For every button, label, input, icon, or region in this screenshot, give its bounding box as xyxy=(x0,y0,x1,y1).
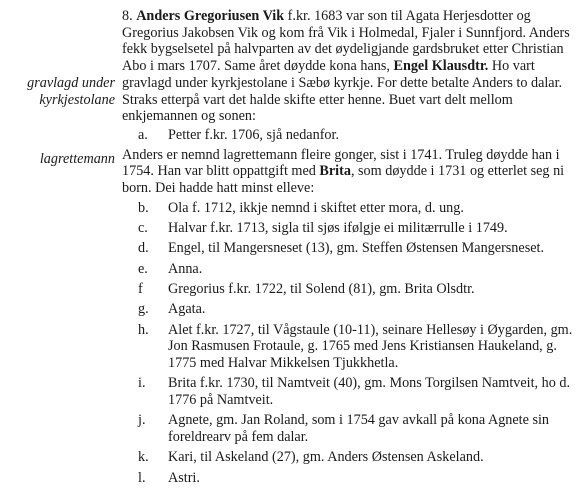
child-text: Petter f.kr. 1706, sjå nedanfor. xyxy=(168,126,339,143)
child-item-a xyxy=(122,127,580,144)
child-item-k xyxy=(122,449,580,466)
child-text: Anna. xyxy=(168,260,203,277)
child-item-l xyxy=(122,470,580,487)
margin-note-juror xyxy=(0,151,115,168)
entry-paragraph-1-text-a: f.kr. 1683 var son til Agata Herjesdotter og Gregorius Jakobsen Vik og kom frå Vik i Holmedal, Fjaler i Sunnfjord. Anders fekk bygselsetel på halvparten av det øydeligjande gardsbruket etter Christian Abo i mars 1707. Same året døydde kona hans, xyxy=(122,8,570,75)
child-letter: b. xyxy=(138,199,149,216)
child-letter: a. xyxy=(138,126,148,143)
child-text: Kari, til Askeland (27), gm. Anders Østensen Askeland. xyxy=(168,449,484,466)
child-item-e xyxy=(122,261,580,278)
entry-number: 8. xyxy=(122,8,133,24)
child-item-b xyxy=(122,200,580,217)
child-letter: g. xyxy=(138,301,149,318)
child-text: Gregorius f.kr. 1722, til Solend (81), gm. Brita Olsdtr. xyxy=(168,280,475,297)
child-text: Ola f. 1712, ikkje nemnd i skiftet etter mora, d. ung. xyxy=(168,199,464,216)
entry-paragraph-2 xyxy=(122,147,580,197)
entry-paragraph-2-text-b: , som døydde i 1731 og etterlet seg ni born. Dei hadde hatt minst elleve: xyxy=(122,163,565,197)
child-text: Engel, til Mangersneset (13), gm. Steffen Østensen Mangersneset. xyxy=(168,240,545,257)
entry-body xyxy=(122,8,580,490)
entry-paragraph-1 xyxy=(122,8,580,125)
margin-note-burial-line1: gravlagd under xyxy=(27,75,115,91)
child-letter: f xyxy=(138,280,143,297)
child-item-f xyxy=(122,281,580,298)
child-item-g xyxy=(122,301,580,318)
child-letter: c. xyxy=(138,220,148,237)
child-letter: l. xyxy=(138,469,146,486)
child-item-d xyxy=(122,240,580,257)
child-text: Halvar f.kr. 1713, sigla til sjøs ifølgje ei militærrulle i 1749. xyxy=(168,220,508,237)
children-list xyxy=(122,200,580,486)
child-letter: i. xyxy=(138,375,146,392)
child-text: Alet f.kr. 1727, til Vågstaule (10-11), seinare Hellesøy i Øygarden, gm. Jon Rasmusen Frotaule, g. 1765 med Jens Kristiansen Haukeland, g. 1775 med Halvar Mikkelsen Tjukkhetla. xyxy=(168,321,573,371)
entry-paragraph-1-text-b: Ho vart gravlagd under kyrkjestolane i Sæbø kyrkje. For dette betalte Anders to dalar. Straks etterpå vart det halde skifte etter henne. Buet vart delt mellom enkjemannen og sonen: xyxy=(122,58,563,125)
margin-note-juror-text: lagrettemann xyxy=(39,151,115,167)
child-item-h xyxy=(122,322,580,372)
entry-person-name: Anders Gregoriusen Vik xyxy=(136,8,285,24)
child-text: Brita f.kr. 1730, til Namtveit (40), gm. Mons Torgilsen Namtveit, ho d. 1776 på Namtveit. xyxy=(168,375,571,408)
margin-note-burial-line2: kyrkjestolane xyxy=(39,91,115,108)
child-letter: h. xyxy=(138,321,149,338)
child-item-j xyxy=(122,412,580,445)
entry-paragraph-2-text-a: Anders er nemnd lagrettemann fleire gonger, sist i 1741. Truleg døydde han i 1754. Han var blitt oppattgift med xyxy=(122,146,560,180)
child-text: Astri. xyxy=(168,469,200,486)
child-item-c xyxy=(122,220,580,237)
child-text: Agnete, gm. Jan Roland, som i 1754 gav avkall på kona Agnete sin foreldrearv på fem dalar. xyxy=(168,412,550,445)
entry-wife-name: Engel Klausdtr. xyxy=(393,58,489,75)
child-text: Agata. xyxy=(168,301,206,318)
entry-second-wife-name: Brita xyxy=(319,163,351,180)
margin-note-burial xyxy=(0,75,115,108)
child-letter: j. xyxy=(138,412,146,429)
child-item-i xyxy=(122,375,580,408)
child-letter: k. xyxy=(138,449,149,466)
child-letter: d. xyxy=(138,240,149,257)
child-letter: e. xyxy=(138,260,148,277)
